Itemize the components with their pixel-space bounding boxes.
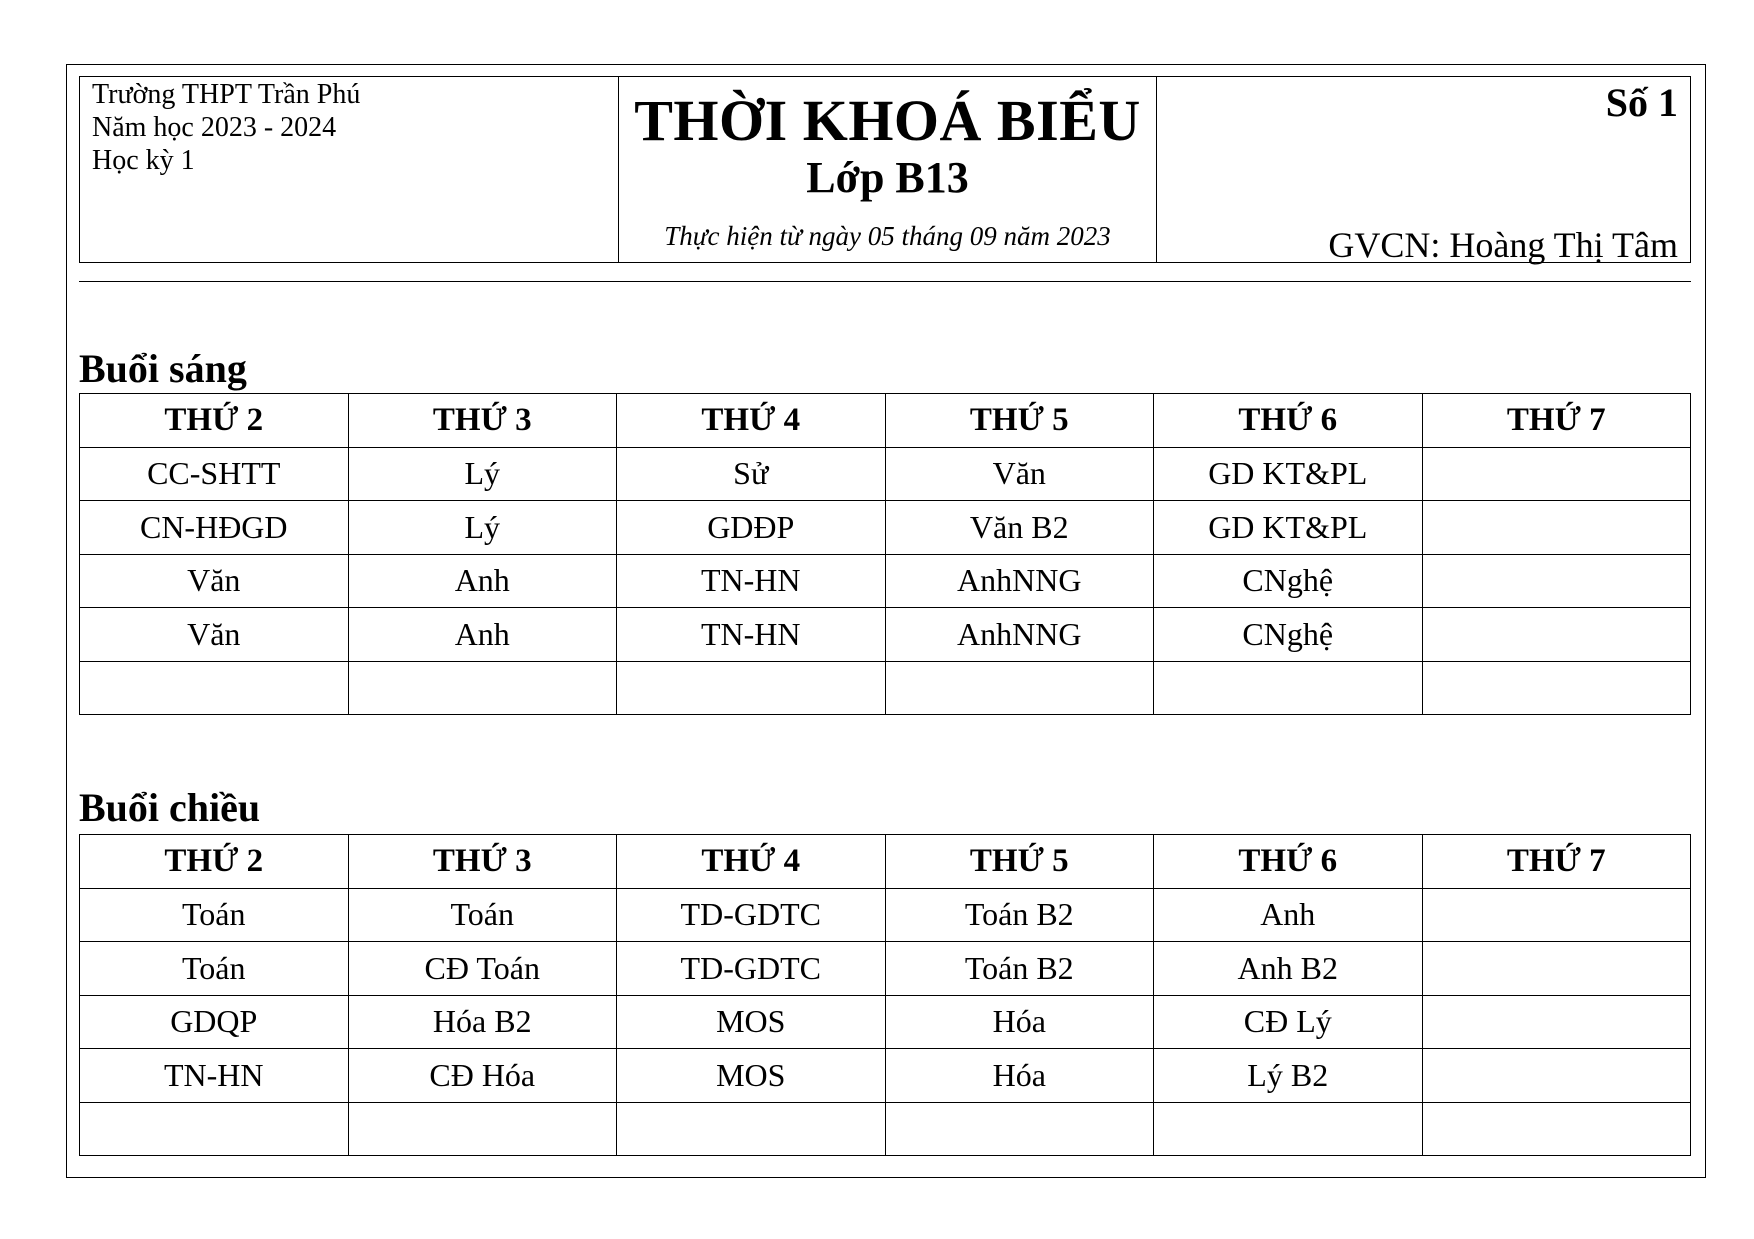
morning-timetable [79,393,1691,715]
period-row [80,501,1691,555]
day-header: THỨ 3 [348,835,617,889]
subject-cell: GD KT&PL [1154,447,1423,501]
semester: Học kỳ 1 [92,145,195,176]
day-header: THỨ 7 [1422,835,1691,889]
day-header: THỨ 4 [617,835,886,889]
day-header: THỨ 7 [1422,394,1691,448]
subject-cell [617,1102,886,1156]
day-header: THỨ 4 [617,394,886,448]
subject-cell: TN-HN [617,608,886,662]
period-row [80,447,1691,501]
day-header: THỨ 2 [80,835,349,889]
subject-cell: Hóa B2 [348,995,617,1049]
homeroom-teacher: GVCN: Hoàng Thị Tâm [1328,225,1678,265]
day-header-row [80,835,1691,889]
subject-cell: TD-GDTC [617,888,886,942]
subject-cell: Văn B2 [885,501,1154,555]
meta-block [1156,77,1690,265]
subject-cell: Văn [885,447,1154,501]
subject-cell [1422,447,1691,501]
subject-cell: Văn [80,554,349,608]
period-row [80,661,1691,715]
subject-cell: Lý B2 [1154,1049,1423,1103]
subject-cell: MOS [617,1049,886,1103]
day-header: THỨ 6 [1154,394,1423,448]
subject-cell [1154,1102,1423,1156]
title-block [618,77,1156,262]
subject-cell [885,661,1154,715]
subject-cell: TN-HN [80,1049,349,1103]
class-name: Lớp B13 [806,153,969,202]
day-header-row [80,394,1691,448]
day-header: THỨ 3 [348,394,617,448]
subject-cell [348,1102,617,1156]
subject-cell [1422,661,1691,715]
morning-title: Buổi sáng [79,346,247,391]
subject-cell [1422,501,1691,555]
subject-cell: TD-GDTC [617,942,886,996]
period-row [80,942,1691,996]
subject-cell: CC-SHTT [80,447,349,501]
period-row [80,608,1691,662]
subject-cell [1422,608,1691,662]
day-header: THỨ 5 [885,835,1154,889]
period-row [80,554,1691,608]
page-title: THỜI KHOÁ BIỂU [634,88,1141,153]
subject-cell: GDĐP [617,501,886,555]
header-divider [79,281,1691,282]
subject-cell [885,1102,1154,1156]
subject-cell: TN-HN [617,554,886,608]
subject-cell [348,661,617,715]
effective-date: Thực hiện từ ngày 05 tháng 09 năm 2023 [664,221,1111,251]
day-header: THỨ 5 [885,394,1154,448]
subject-cell [80,661,349,715]
subject-cell [1422,1102,1691,1156]
subject-cell: CĐ Lý [1154,995,1423,1049]
school-year: Năm học 2023 - 2024 [92,112,337,143]
subject-cell: Anh [348,608,617,662]
period-row [80,995,1691,1049]
subject-cell: Toán [80,942,349,996]
afternoon-title: Buổi chiều [79,785,261,830]
subject-cell: CĐ Hóa [348,1049,617,1103]
period-row [80,1102,1691,1156]
document-number: Số 1 [1605,80,1678,125]
subject-cell: Lý [348,447,617,501]
subject-cell: GDQP [80,995,349,1049]
subject-cell: Văn [80,608,349,662]
subject-cell: Lý [348,501,617,555]
subject-cell: Anh [348,554,617,608]
school-info [80,77,618,262]
period-row [80,1049,1691,1103]
subject-cell: GD KT&PL [1154,501,1423,555]
subject-cell [80,1102,349,1156]
subject-cell: AnhNNG [885,554,1154,608]
subject-cell: Toán B2 [885,942,1154,996]
subject-cell: Hóa [885,995,1154,1049]
day-header: THỨ 2 [80,394,349,448]
subject-cell [617,661,886,715]
subject-cell: CNghệ [1154,608,1423,662]
subject-cell [1422,995,1691,1049]
period-row [80,888,1691,942]
subject-cell: CN-HĐGD [80,501,349,555]
subject-cell: CNghệ [1154,554,1423,608]
subject-cell: Toán B2 [885,888,1154,942]
subject-cell: MOS [617,995,886,1049]
subject-cell: CĐ Toán [348,942,617,996]
subject-cell: Anh B2 [1154,942,1423,996]
school-name: Trường THPT Trần Phú [92,79,361,110]
afternoon-timetable [79,834,1691,1156]
subject-cell [1422,888,1691,942]
document-header [79,76,1691,263]
subject-cell: Toán [80,888,349,942]
subject-cell [1422,942,1691,996]
subject-cell: Hóa [885,1049,1154,1103]
subject-cell: Anh [1154,888,1423,942]
subject-cell [1422,554,1691,608]
subject-cell: Toán [348,888,617,942]
subject-cell: Sử [617,447,886,501]
subject-cell [1154,661,1423,715]
subject-cell: AnhNNG [885,608,1154,662]
day-header: THỨ 6 [1154,835,1423,889]
subject-cell [1422,1049,1691,1103]
